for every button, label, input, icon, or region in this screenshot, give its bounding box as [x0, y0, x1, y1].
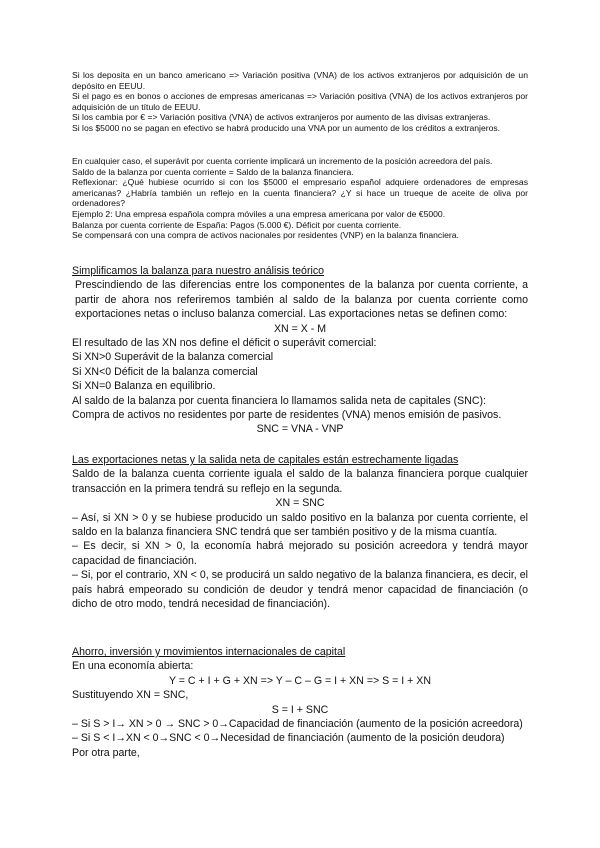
text-line: Se compensará con una compra de activos nacionales por residentes (VNP) en la balanza financiera.: [72, 230, 459, 241]
section-simplificamos: [72, 264, 528, 437]
paragraph: – Si S < I→XN < 0→SNC < 0→Necesidad de financiación (aumento de la posición deudora): [72, 732, 505, 745]
text-line: Reflexionar: ¿Qué hubiese ocurrido si con los $5000 el empresario español adquiere ordenadores de empresas americanas? ¿Habría también un reflejo en la cuenta financiera? ¿Y si hace un trueque de aceite de oliva por ordenadores?: [72, 177, 528, 209]
text-line: Si XN<0 Déficit de la balanza comercial: [72, 365, 258, 378]
paragraph: – Si S > I→ XN > 0 → SNC > 0→Capacidad de financiación (aumento de la posición acreedora): [72, 718, 523, 731]
text-line: Saldo de la balanza por cuenta corriente = Saldo de la balanza financiera.: [72, 166, 354, 177]
text-line: Al saldo de la balanza por cuenta financiera lo llamamos salida neta de capitales (SNC):: [72, 394, 486, 407]
section-ahorro: [72, 645, 528, 760]
paragraph: Prescindiendo de las diferencias entre los componentes de la balanza por cuenta corriente, a partir de ahora nos referiremos también al saldo de la balanza por cuenta corriente como exportaciones netas o incluso balanza comercial. Las exportaciones netas se definen como:: [75, 279, 528, 321]
text-line: Sustituyendo XN = SNC,: [72, 689, 189, 702]
formula-xn: XN = X - M: [273, 322, 327, 335]
top-block-2: [72, 156, 528, 241]
section-heading: Ahorro, inversión y movimientos internacionales de capital: [72, 646, 346, 658]
text-line: Si el pago es en bonos o acciones de empresas americanas => Variación positiva (VNA) de los activos extranjeros por adquisición de un título de EEUU.: [72, 91, 528, 112]
section-heading: Las exportaciones netas y la salida neta de capitales están estrechamente ligadas: [72, 454, 459, 466]
paragraph: – Si, por el contrario, XN < 0, se producirá un saldo negativo de la balanza financiera, es decir, el país habrá empeorado su condición de deudor y tendrá menor capacidad de financiación (o dicho de otro modo, tendrá necesidad de financiación).: [72, 569, 528, 611]
text-line: Si XN>0 Superávit de la balanza comercial: [72, 351, 274, 364]
formula-identity: Y = C + I + G + XN => Y – C – G = I + XN => S = I + XN: [168, 674, 432, 687]
text-line: Si los $5000 no se pagan en efectivo se habrá producido una VNA por un aumento de los créditos a extranjeros.: [72, 122, 501, 133]
paragraph: – Es decir, si XN > 0, la economía habrá mejorado su posición acreedora y tendrá mayor capacidad de financiación.: [72, 540, 528, 567]
formula-s: S = I + SNC: [271, 703, 329, 716]
text-line: Si XN=0 Balanza en equilibrio.: [72, 380, 216, 393]
text-line: Balanza por cuenta corriente de España: Pagos (5.000 €). Déficit por cuenta corriente.: [72, 219, 402, 230]
text-line: Por otra parte,: [72, 746, 140, 759]
text-line: En cualquier caso, el superávit por cuenta corriente implicará un incremento de la posición acreedora del país.: [72, 156, 493, 166]
section-exportaciones: [72, 453, 528, 611]
formula-snc: SNC = VNA - VNP: [256, 423, 344, 436]
paragraph: Saldo de la balanza cuenta corriente iguala el saldo de la balanza financiera porque cualquier transacción en la primera tendrá su reflejo en la segunda.: [72, 468, 528, 495]
text-line: Compra de activos no residentes por parte de residentes (VNA) menos emisión de pasivos.: [72, 409, 502, 422]
formula-xn-snc: XN = SNC: [275, 497, 325, 510]
section-heading: Simplificamos la balanza para nuestro análisis teórico: [72, 265, 325, 277]
top-block-1: [72, 70, 528, 134]
text-line: Si los deposita en un banco americano => Variación positiva (VNA) de los activos extranjeros por adquisición de un depósito en EEUU.: [72, 70, 528, 91]
text-line: El resultado de las XN nos define el déficit o superávit comercial:: [72, 337, 377, 350]
text-line: Si los cambia por € => Variación positiva (VNA) de activos extranjeros por aumento de las divisas extranjeras.: [72, 112, 491, 123]
paragraph: – Así, si XN > 0 y se hubiese producido un saldo positivo en la balanza por cuenta corriente, el saldo en la balanza financiera SNC tendrá que ser también positivo y de la misma cuantía.: [72, 511, 528, 539]
text-line: En una economía abierta:: [72, 660, 194, 673]
text-line: Ejemplo 2: Una empresa española compra móviles a una empresa americana por valor de €5000.: [72, 208, 446, 219]
